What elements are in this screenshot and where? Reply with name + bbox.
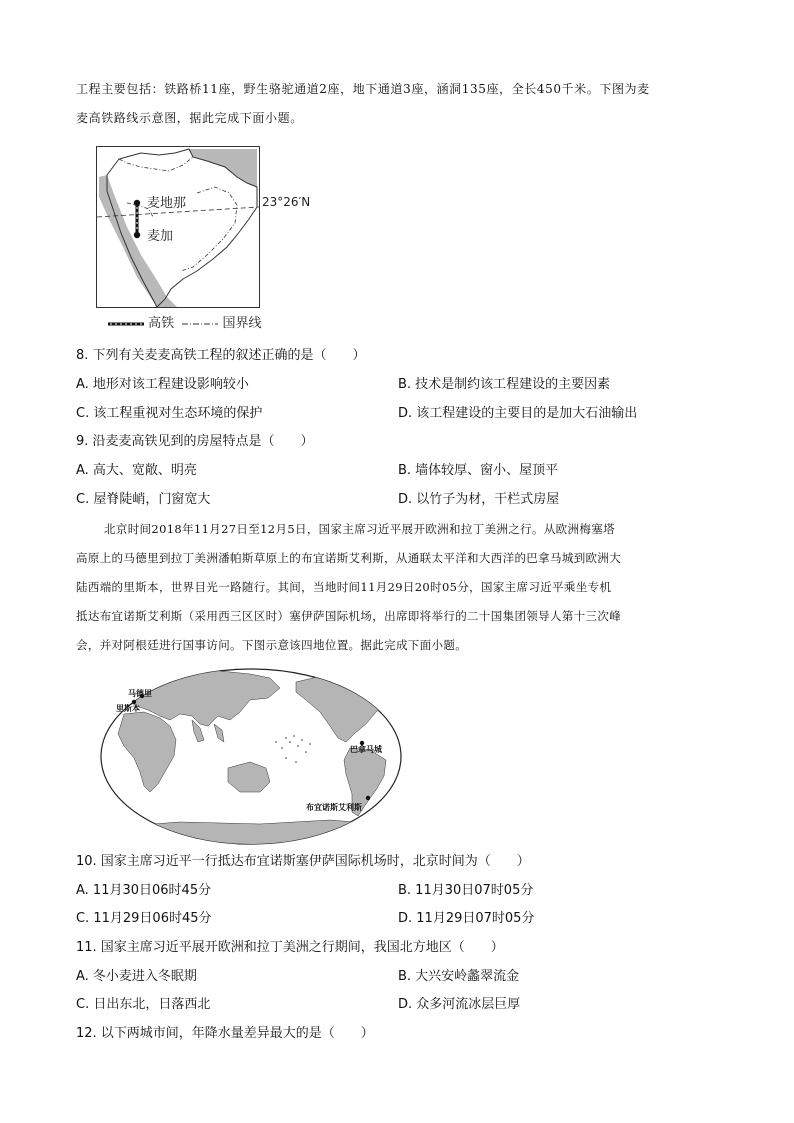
railway-map xyxy=(96,146,260,308)
legend-border-label: 国界线 xyxy=(222,316,262,331)
railway-legend-icon xyxy=(108,320,144,328)
q12-stem: 12. 以下两城市间，年降水量差异最大的是（ ） xyxy=(76,1026,374,1041)
lisbon-label: 里斯本 xyxy=(116,704,140,713)
q10-option-d[interactable]: D. 11月29日07时05分 xyxy=(398,911,535,926)
medina-label: 麦地那 xyxy=(147,196,187,211)
q8-option-a[interactable]: A. 地形对该工程建设影响较小 xyxy=(76,377,249,392)
legend-rail-label: 高铁 xyxy=(148,316,175,331)
buenos-aires-label: 布宜诺斯艾利斯 xyxy=(306,803,362,812)
q11-option-b[interactable]: B. 大兴安岭蠡翠流金 xyxy=(398,969,520,984)
q8-option-c[interactable]: C. 该工程重视对生态环境的保护 xyxy=(76,406,263,421)
map-legend xyxy=(108,312,261,331)
q9-option-c[interactable]: C. 屋脊陡峭，门窗宽大 xyxy=(76,492,211,507)
q11-stem: 11. 国家主席习近平展开欧洲和拉丁美洲之行期间，我国北方地区（ ） xyxy=(76,940,504,955)
world-map xyxy=(100,668,402,845)
border-legend-icon xyxy=(182,320,218,328)
intro-line-1: 工程主要包括：铁路桥11座，野生骆驼通道2座，地下通道3座，涵洞135座，全长450千米。下图为麦 xyxy=(76,82,650,96)
mecca-label: 麦加 xyxy=(147,229,174,244)
q9-option-d[interactable]: D. 以竹子为材，干栏式房屋 xyxy=(398,492,560,507)
q11-option-d[interactable]: D. 众多河流冰层巨厚 xyxy=(398,997,521,1012)
q8-option-b[interactable]: B. 技术是制约该工程建设的主要因素 xyxy=(398,377,611,392)
q8-option-d[interactable]: D. 该工程建设的主要目的是加大石油输出 xyxy=(398,406,638,421)
q9-option-a[interactable]: A. 高大、宽敞、明亮 xyxy=(76,463,197,478)
q9-option-b[interactable]: B. 墙体较厚、窗小、屋顶平 xyxy=(398,463,559,478)
q11-option-a[interactable]: A. 冬小麦进入冬眠期 xyxy=(76,969,197,984)
passage-line-2: 高原上的马德里到拉丁美洲潘帕斯草原上的布宜诺斯艾利斯，从通联太平洋和大西洋的巴拿马城到欧洲大 xyxy=(76,551,622,565)
panama-label: 巴拿马城 xyxy=(350,745,382,754)
q9-stem: 9. 沿麦麦高铁见到的房屋特点是（ ） xyxy=(76,434,314,449)
intro-line-2: 麦高铁路线示意图，据此完成下面小题。 xyxy=(76,111,303,125)
q10-option-c[interactable]: C. 11月29日06时45分 xyxy=(76,911,212,926)
q10-option-b[interactable]: B. 11月30日07时05分 xyxy=(398,883,534,898)
madrid-label: 马德里 xyxy=(128,689,152,698)
arabian-peninsula-outline xyxy=(97,147,259,307)
passage-line-4: 抵达布宜诺斯艾利斯（采用西三区区时）塞伊萨国际机场，出席即将举行的二十国集团领导人第十三次峰 xyxy=(76,609,622,623)
q11-option-c[interactable]: C. 日出东北，日落西北 xyxy=(76,997,211,1012)
q10-stem: 10. 国家主席习近平一行抵达布宜诺斯塞伊萨国际机场时，北京时间为（ ） xyxy=(76,854,530,869)
passage-line-1: 北京时间2018年11月27日至12月5日，国家主席习近平展开欧洲和拉丁美洲之行。从欧洲梅塞塔 xyxy=(104,522,615,536)
q10-option-a[interactable]: A. 11月30日06时45分 xyxy=(76,883,212,898)
q8-stem: 8. 下列有关麦麦高铁工程的叙述正确的是（ ） xyxy=(76,348,366,363)
tropic-label: 23°26′N xyxy=(262,195,311,209)
passage-line-3: 陆西端的里斯本，世界目光一路随行。其间，当地时间11月29日20时05分，国家主席习近平乘坐专机 xyxy=(76,580,612,594)
passage-line-5: 会，并对阿根廷进行国事访问。下图示意该四地位置。据此完成下面小题。 xyxy=(76,638,468,652)
